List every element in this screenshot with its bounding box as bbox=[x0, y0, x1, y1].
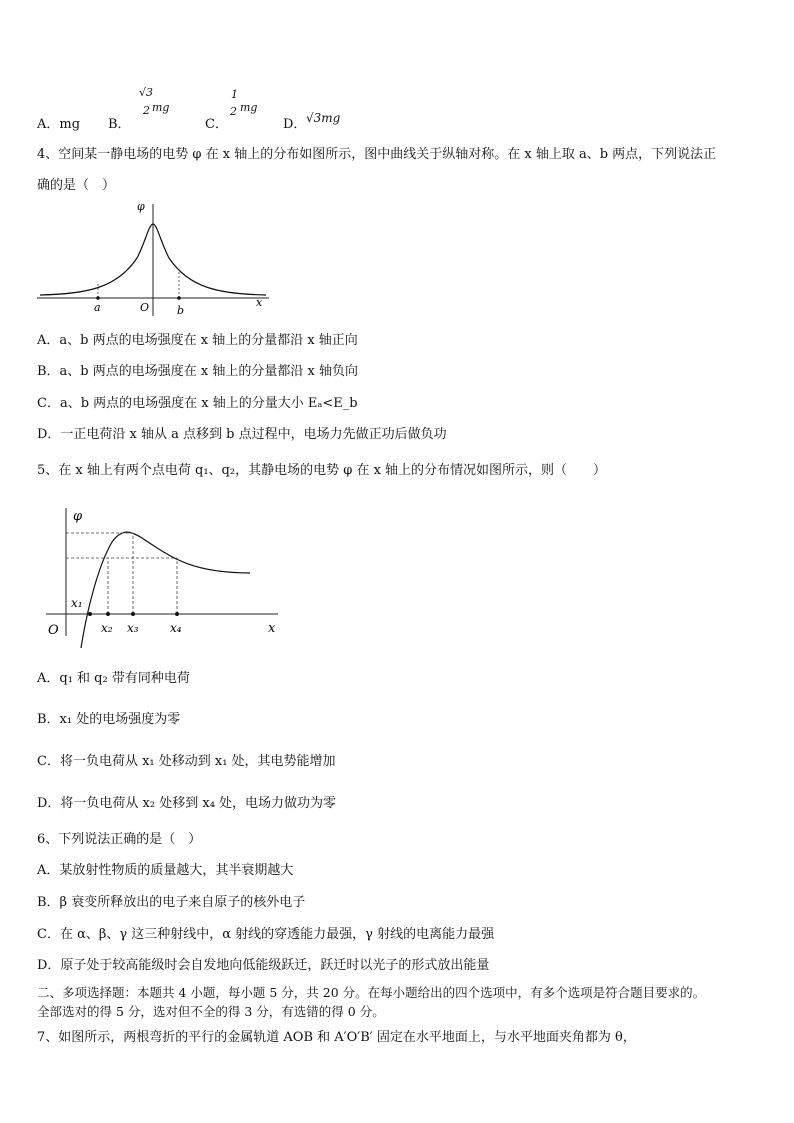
q7-stem: 7、如图所示，两根弯折的平行的金属轨道 AOB 和 A′O′B′ 固定在水平地面上，与水平地面夹角都为 θ， bbox=[37, 1030, 636, 1045]
q5-option-a: A．q₁ 和 q₂ 带有同种电荷 bbox=[37, 671, 190, 686]
q6-option-c: C．在 α、β、γ 这三种射线中，α 射线的穿透能力最强，γ 射线的电离能力最强 bbox=[37, 927, 495, 942]
q6-option-a: A．某放射性物质的质量越大，其半衰期越大 bbox=[37, 863, 294, 878]
q5-graph-x2: x₂ bbox=[101, 621, 113, 635]
q4-stem-line2: 确的是（ ） bbox=[37, 178, 116, 193]
q3-option-a: A．mg bbox=[37, 117, 81, 132]
q5-graph-origin: O bbox=[48, 623, 59, 638]
q3-option-c-letter: C． bbox=[205, 117, 228, 132]
q4-option-d: D．一正电荷沿 x 轴从 a 点移到 b 点过程中，电场力先做正功后做负功 bbox=[37, 427, 447, 442]
q4-option-c: C．a、b 两点的电场强度在 x 轴上的分量大小 Eₐ<E_b bbox=[37, 396, 358, 411]
q6-option-d: D．原子处于较高能级时会自发地向低能级跃迁，跃迁时以光子的形式放出能量 bbox=[37, 958, 490, 973]
q5-graph-y-label: φ bbox=[73, 509, 83, 524]
q3-option-b-numerator: √3 bbox=[139, 86, 154, 99]
q3-option-b-tail: mg bbox=[152, 101, 170, 114]
q3-option-c-tail: mg bbox=[240, 101, 258, 114]
q5-graph-x-label: x bbox=[268, 621, 276, 636]
q5-graph-x3: x₃ bbox=[127, 621, 139, 635]
q5-option-c: C．将一负电荷从 x₁ 处移动到 x₁ 处，其电势能增加 bbox=[37, 754, 336, 769]
q5-graph-x1: x₁ bbox=[71, 596, 83, 610]
q4-option-b: B．a、b 两点的电场强度在 x 轴上的分量都沿 x 轴负向 bbox=[37, 364, 358, 379]
q5-stem: 5、在 x 轴上有两个点电荷 q₁、q₂，其静电场的电势 φ 在 x 轴上的分布情况如图所示，则（ ） bbox=[37, 463, 607, 478]
q3-option-c-denominator: 2 bbox=[230, 105, 237, 118]
q6-option-b: B．β 衰变所释放出的电子来自原子的核外电子 bbox=[37, 895, 306, 910]
q4-option-a: A．a、b 两点的电场强度在 x 轴上的分量都沿 x 轴正向 bbox=[37, 333, 358, 348]
q4-graph-origin: O bbox=[140, 301, 150, 314]
q3-option-d-letter: D． bbox=[283, 117, 307, 132]
q4-graph-y-label: φ bbox=[137, 200, 145, 213]
q5-graph-x4: x₄ bbox=[170, 621, 182, 635]
q4-graph-x-label: x bbox=[256, 296, 263, 309]
q4-graph-point-b: b bbox=[177, 304, 185, 317]
q4-graph-point-a: a bbox=[94, 301, 101, 314]
q3-option-b-denominator: 2 bbox=[143, 104, 150, 117]
q5-option-d: D．将一负电荷从 x₂ 处移到 x₄ 处，电场力做功为零 bbox=[37, 796, 337, 811]
section2-heading-line2: 全部选对的得 5 分，选对但不全的得 3 分，有选错的得 0 分。 bbox=[37, 1004, 385, 1019]
q3-option-b-letter: B． bbox=[108, 117, 131, 132]
q6-stem: 6、下列说法正确的是（ ） bbox=[37, 832, 202, 847]
q3-option-d-value: √3mg bbox=[306, 111, 341, 125]
q4-stem-line1: 4、空间某一静电场的电势 φ 在 x 轴上的分布如图所示，图中曲线关于纵轴对称。在 x 轴上取 a、b 两点，下列说法正 bbox=[37, 147, 717, 162]
q5-potential-graph bbox=[40, 500, 290, 650]
q4-potential-graph bbox=[37, 198, 277, 320]
q5-option-b: B．x₁ 处的电场强度为零 bbox=[37, 712, 181, 727]
section2-heading-line1: 二、多项选择题：本题共 4 小题，每小题 5 分，共 20 分。在每小题给出的四个选项中，有多个选项是符合题目要求的。 bbox=[37, 985, 706, 1000]
q3-option-c-numerator: 1 bbox=[231, 88, 238, 101]
